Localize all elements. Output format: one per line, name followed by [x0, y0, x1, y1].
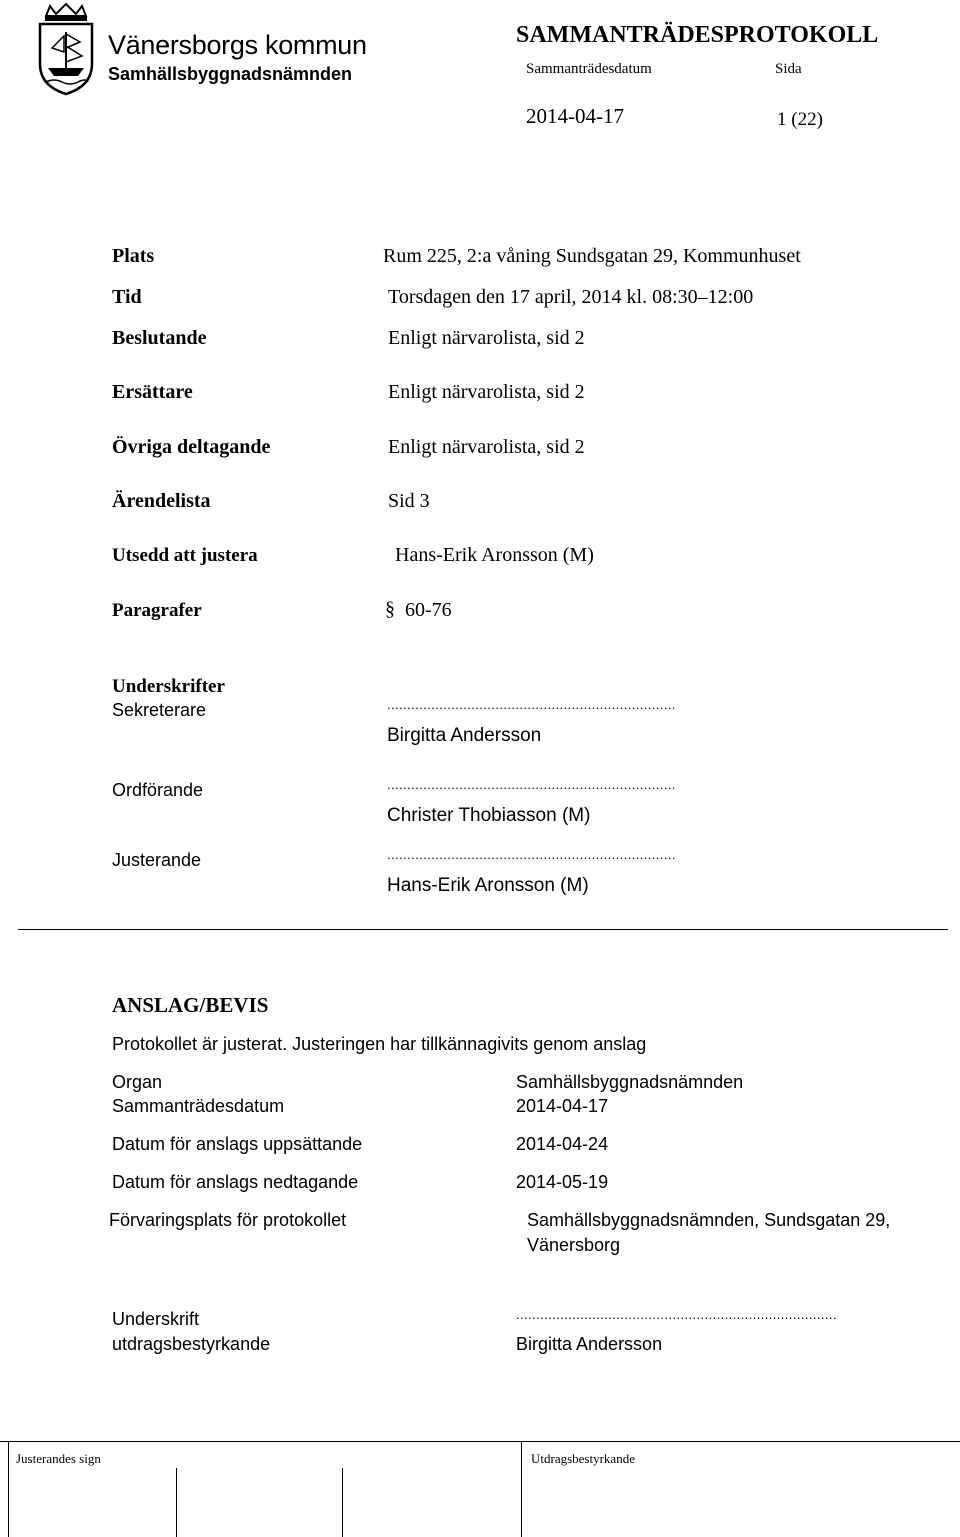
underskrift-signature-line: ................................................................................: [516, 1307, 837, 1322]
ovriga-label: Övriga deltagande: [112, 436, 271, 458]
tid-label: Tid: [112, 286, 142, 308]
anslag-heading: ANSLAG/BEVIS: [112, 993, 269, 1017]
section-divider: [18, 929, 948, 930]
ordforande-signature-line: ........................................................................: [387, 777, 676, 792]
utsedd-value: Hans-Erik Aronsson (M): [395, 544, 594, 566]
sign-box-divider-2: [342, 1468, 343, 1537]
underskrift-label-line2: utdragsbestyrkande: [112, 1334, 271, 1354]
sign-box-divider-1: [176, 1468, 177, 1537]
page-number: 1 (22): [777, 109, 823, 130]
ordforande-label: Ordförande: [112, 780, 204, 800]
datum-label: Sammanträdesdatum: [112, 1096, 285, 1116]
plats-value: Rum 225, 2:a våning Sundsgatan 29, Kommunhuset: [383, 245, 801, 267]
footer-top-line: [0, 1441, 960, 1442]
justerande-name: Hans-Erik Aronsson (M): [387, 875, 589, 896]
paragraph-symbol: §: [385, 598, 395, 620]
nedtagande-label: Datum för anslags nedtagande: [112, 1172, 359, 1192]
municipality-logo: [36, 2, 96, 96]
organ-value: Samhällsbyggnadsnämnden: [516, 1072, 744, 1092]
sekreterare-label: Sekreterare: [112, 700, 207, 720]
beslutande-value: Enligt närvarolista, sid 2: [388, 327, 585, 349]
arendelista-value: Sid 3: [388, 490, 430, 512]
forvaring-value-line2: Vänersborg: [527, 1235, 621, 1255]
document-type: SAMMANTRÄDESPROTOKOLL: [516, 22, 879, 48]
underskrift-label-line1: Underskrift: [112, 1309, 200, 1329]
arendelista-label: Ärendelista: [112, 490, 211, 512]
anslag-intro: Protokollet är justerat. Justeringen har tillkännagivits genom anslag: [112, 1034, 647, 1054]
tid-value: Torsdagen den 17 april, 2014 kl. 08:30–12:00: [388, 286, 754, 308]
date-value: 2014-04-17: [526, 104, 624, 128]
beslutande-label: Beslutande: [112, 327, 207, 349]
dept-name: Samhällsbyggnadsnämnden: [108, 64, 353, 84]
justerande-signature-line: ........................................................................: [387, 847, 676, 862]
date-label: Sammanträdesdatum: [526, 61, 652, 77]
forvaring-label: Förvaringsplats för protokollet: [109, 1210, 347, 1230]
justerande-label: Justerande: [112, 850, 202, 870]
ersattare-label: Ersättare: [112, 381, 193, 403]
footer-left-border: [8, 1441, 9, 1537]
page-label: Sida: [775, 61, 802, 77]
paragrafer-label: Paragrafer: [112, 600, 202, 621]
datum-value: 2014-04-17: [516, 1096, 609, 1116]
underskrift-name: Birgitta Andersson: [516, 1334, 663, 1354]
uppsattande-label: Datum för anslags uppsättande: [112, 1134, 363, 1154]
org-name: Vänersborgs kommun: [108, 30, 367, 60]
forvaring-value-line1: Samhällsbyggnadsnämnden, Sundsgatan 29,: [527, 1210, 891, 1230]
utsedd-label: Utsedd att justera: [112, 545, 258, 566]
sekreterare-signature-line: ........................................................................: [387, 697, 676, 712]
ersattare-value: Enligt närvarolista, sid 2: [388, 381, 585, 403]
signatures-heading: Underskrifter: [112, 676, 225, 697]
ordforande-name: Christer Thobiasson (M): [387, 805, 591, 826]
utdragsbestyrkande-label: Utdragsbestyrkande: [531, 1451, 635, 1466]
ovriga-value: Enligt närvarolista, sid 2: [388, 436, 585, 458]
uppsattande-value: 2014-04-24: [516, 1134, 609, 1154]
footer-middle-divider: [521, 1441, 522, 1537]
plats-label: Plats: [112, 245, 155, 267]
justerandes-sign-label: Justerandes sign: [16, 1451, 101, 1466]
nedtagande-value: 2014-05-19: [516, 1172, 609, 1192]
organ-label: Organ: [112, 1072, 163, 1092]
coat-of-arms-icon: [36, 2, 96, 96]
sekreterare-name: Birgitta Andersson: [387, 725, 542, 746]
paragrafer-value: 60-76: [405, 599, 452, 621]
